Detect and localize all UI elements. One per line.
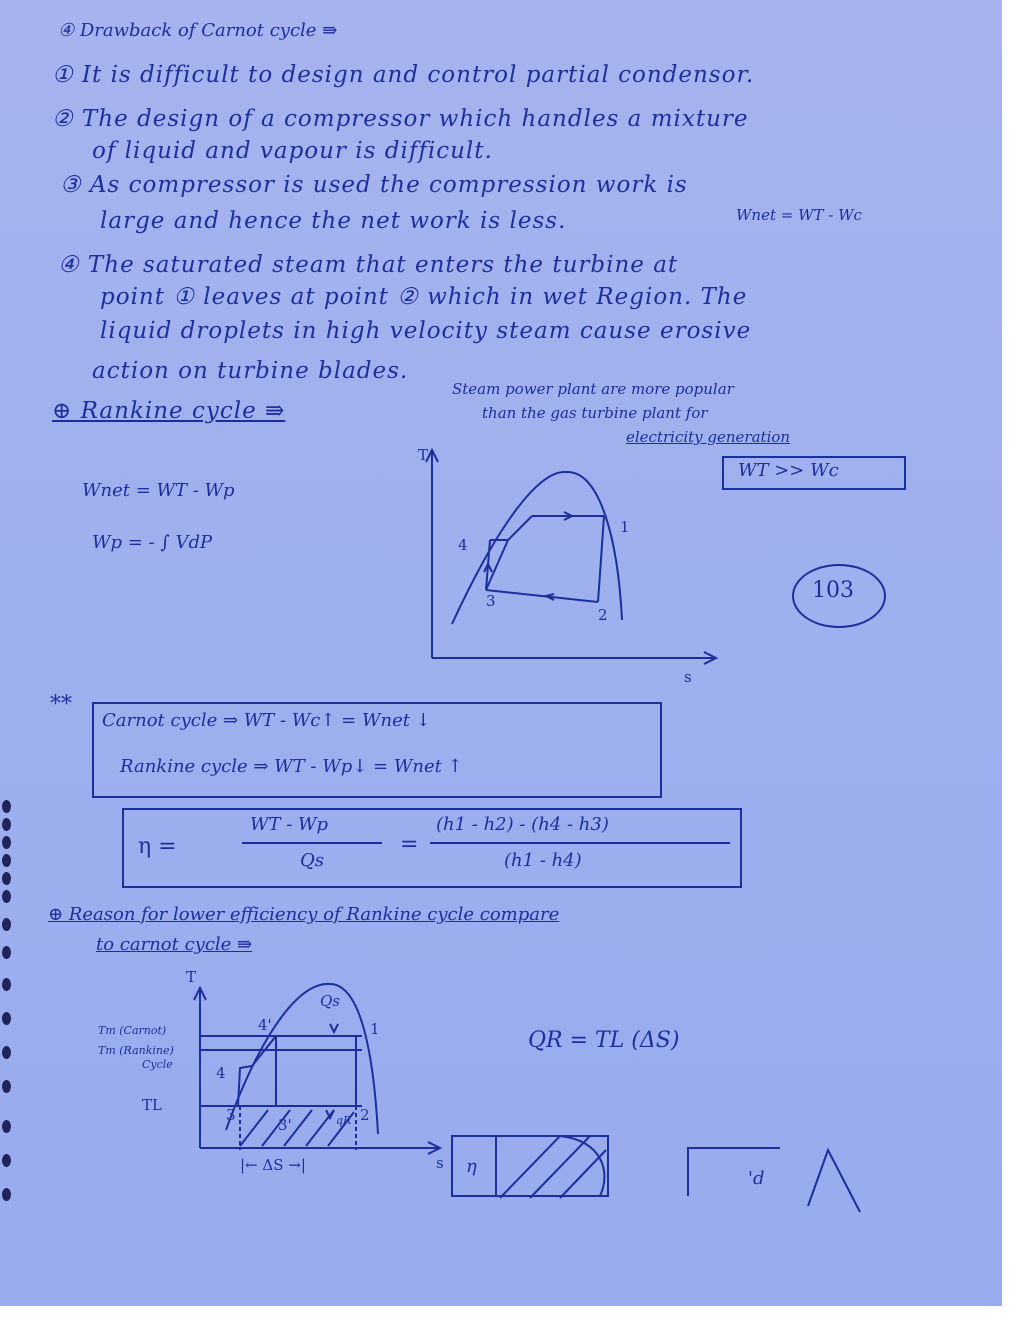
- hatch-1: [240, 1110, 268, 1146]
- rankine-t-axis-label: T: [418, 446, 429, 464]
- efficiency-numerator-1: WT - Wp: [250, 814, 329, 835]
- drawback-point-3-line-1: ③ As compressor is used the compression work is: [60, 172, 688, 198]
- sketch-peak: [808, 1150, 860, 1212]
- tm-rankine-label-1: Tm (Rankine): [98, 1044, 174, 1057]
- efficiency-numerator-2: (h1 - h2) - (h4 - h3): [436, 814, 609, 835]
- efficiency-denominator-1: Qs: [300, 850, 324, 871]
- drawback-point-3-line-2: large and hence the net work is less.: [100, 208, 567, 234]
- rankine-note-line-1: Steam power plant are more popular: [452, 380, 734, 398]
- rankine-point-2: 2: [598, 606, 608, 624]
- wnet-equation: Wnet = WT - Wp: [82, 480, 235, 501]
- drawback-point-4-line-1: ④ The saturated steam that enters the turbine at: [58, 252, 679, 278]
- qr-label: qR: [336, 1114, 352, 1127]
- drawback-heading: ④ Drawback of Carnot cycle ⇛: [58, 20, 338, 41]
- efficiency-denominator-2: (h1 - h4): [504, 850, 582, 871]
- rankine-note-line-3: electricity generation: [626, 428, 791, 446]
- drawback-point-1: ① It is difficult to design and control partial condensor.: [52, 62, 755, 88]
- reason-heading-line-1: ⊕ Reason for lower efficiency of Rankine cycle compare: [48, 904, 560, 925]
- rankine-point-1: 1: [620, 518, 630, 536]
- reason-t-axis-label: T: [186, 968, 197, 986]
- drawback-point-2-line-1: ② The design of a compressor which handles a mixture: [52, 106, 749, 132]
- net-work-formula: Wnet = WT - Wc: [736, 206, 862, 224]
- rankine-heading: ⊕ Rankine cycle ⇛: [52, 398, 286, 424]
- reason-point-4: 4: [216, 1064, 226, 1082]
- reason-point-2: 2: [360, 1106, 370, 1124]
- rankine-note-line-2: than the gas turbine plant for: [482, 404, 708, 422]
- sketch-eta: η: [466, 1156, 477, 1177]
- rankine-point-3: 3: [486, 592, 496, 610]
- tl-label: TL: [142, 1096, 162, 1114]
- equals-sign: =: [400, 832, 419, 857]
- page-number: 103: [812, 578, 854, 603]
- reason-point-1: 1: [370, 1020, 380, 1038]
- reason-point-4-prime: 4': [258, 1016, 272, 1034]
- drawback-point-4-line-2: point ① leaves at point ② which in wet Region. The: [100, 284, 748, 310]
- drawback-point-2-line-2: of liquid and vapour is difficult.: [92, 138, 493, 164]
- drawback-point-4-line-4: action on turbine blades.: [92, 358, 409, 384]
- sketch-corner: [688, 1148, 780, 1196]
- wp-equation: Wp = - ∫ VdP: [92, 532, 213, 553]
- rankine-point-4: 4: [458, 536, 468, 554]
- important-marker: **: [50, 692, 72, 717]
- reason-point-3: 3: [226, 1106, 236, 1124]
- rankine-liquid-line: [238, 1036, 276, 1106]
- drawback-point-4-line-3: liquid droplets in high velocity steam cause erosive: [100, 318, 752, 344]
- tm-carnot-label: Tm (Carnot): [98, 1024, 167, 1037]
- eta-symbol: η =: [138, 834, 177, 859]
- turbine-work-boxed-text: WT >> Wc: [738, 460, 839, 481]
- qs-label: Qs: [320, 992, 340, 1010]
- heat-rejected-equation: QR = TL (ΔS): [528, 1028, 680, 1053]
- rankine-comparison: Rankine cycle ⇒ WT - Wp↓ = Wnet ↑: [120, 756, 463, 777]
- sketch-d: 'd: [748, 1168, 765, 1189]
- qs-arrow: [330, 1024, 338, 1032]
- reason-heading-line-2: to carnot cycle ⇛: [96, 934, 253, 955]
- carnot-comparison: Carnot cycle ⇒ WT - Wc↑ = Wnet ↓: [102, 710, 431, 731]
- rankine-s-axis-label: s: [684, 668, 692, 686]
- reason-point-3-prime: 3': [278, 1116, 292, 1134]
- delta-s-label: |← ΔS →|: [240, 1156, 306, 1174]
- sketch-hatch: [500, 1136, 606, 1198]
- reason-s-axis-label: s: [436, 1154, 444, 1172]
- tm-rankine-label-2: Cycle: [142, 1058, 173, 1071]
